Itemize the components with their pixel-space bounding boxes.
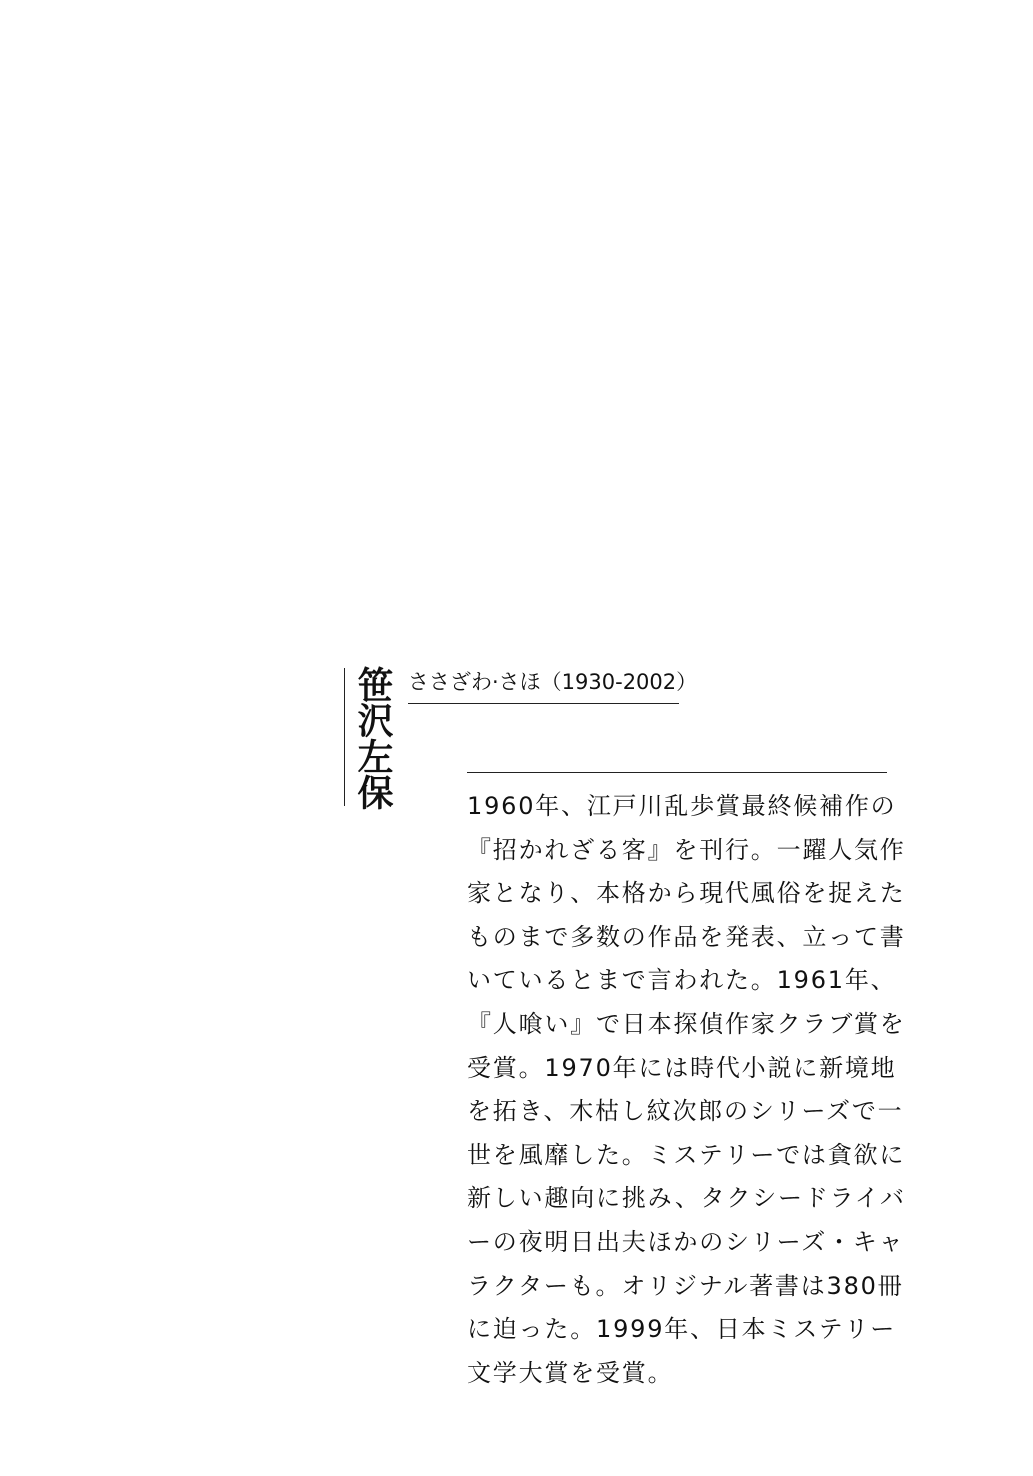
name-vertical-rule [344,668,345,806]
bio-line: 新しい趣向に挑み、タクシードライバ [467,1184,906,1213]
bio-line: 1960年、江戸川乱歩賞最終候補作の [467,792,897,820]
bio-line: 『人喰い』で日本探偵作家クラブ賞を [467,1009,906,1038]
bio-line: に迫った。1999年、日本ミステリー [467,1315,896,1344]
bio-line: ーの夜明日出夫ほかのシリーズ・キャ [467,1227,905,1256]
reading-underline [408,703,679,704]
author-reading-and-years: ささざわ·さほ（1930-2002） [408,670,698,694]
bio-top-rule [467,772,887,773]
author-name: 笹沢左保 [352,666,393,810]
bio-line: 文学大賞を受賞。 [467,1358,674,1387]
author-biography [467,785,906,1395]
bio-line: 『招かれざる客』を刊行。一躍人気作 [467,835,906,864]
bio-line: 受賞。1970年には時代小説に新境地 [467,1053,897,1082]
bio-line: いているとまで言われた。1961年、 [467,966,897,995]
bio-line: ものまで多数の作品を発表、立って書 [467,922,906,951]
bio-line: ラクターも。オリジナル著書は380冊 [467,1271,904,1300]
bio-line: 世を風靡した。ミステリーでは貪欲に [467,1140,906,1169]
bio-line: 家となり、本格から現代風俗を捉えた [467,879,906,908]
bio-line: を拓き、木枯し紋次郎のシリーズで一 [467,1097,904,1126]
